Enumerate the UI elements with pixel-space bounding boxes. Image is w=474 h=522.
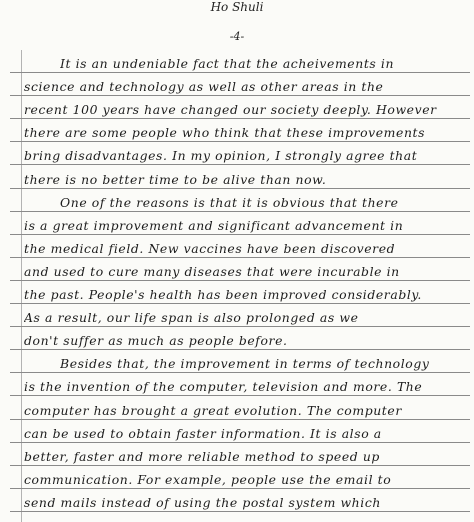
ruled-line <box>10 420 470 443</box>
ruled-line <box>10 350 470 373</box>
ruled-line <box>10 373 470 396</box>
ruled-line <box>10 489 470 512</box>
ruled-line <box>10 73 470 96</box>
handwritten-line-text: is a great improvement and significant advancement in <box>24 218 404 233</box>
ruled-line <box>10 396 470 419</box>
handwritten-line-text: computer has brought a great evolution. The computer <box>24 403 402 418</box>
ruled-line <box>10 96 470 119</box>
essay-body <box>10 50 470 512</box>
author-name: Ho Shuli <box>210 0 264 14</box>
ruled-line <box>10 443 470 466</box>
handwritten-line-text: recent 100 years have changed our society deeply. However <box>24 103 437 118</box>
ruled-line <box>10 119 470 142</box>
page-number: -4- <box>229 30 245 43</box>
ruled-line <box>10 281 470 304</box>
ruled-line <box>10 235 470 258</box>
handwritten-line-text: don't suffer as much as people before. <box>24 334 288 349</box>
handwritten-line-text: send mails instead of using the postal system which <box>24 495 381 510</box>
handwritten-line-text: One of the reasons is that it is obvious that there <box>60 195 399 210</box>
handwritten-line-text: Besides that, the improvement in terms of technology <box>60 357 430 372</box>
handwritten-line-text: As a result, our life span is also prolonged as we <box>24 311 359 326</box>
handwritten-line-text: can be used to obtain faster information. It is also a <box>24 426 382 441</box>
handwritten-line-text: better, faster and more reliable method to speed up <box>24 449 380 464</box>
ruled-line <box>10 142 470 165</box>
handwritten-line-text: there are some people who think that these improvements <box>24 126 426 141</box>
ruled-line <box>10 212 470 235</box>
ruled-line <box>10 50 470 73</box>
ruled-line <box>10 189 470 212</box>
handwritten-line-text: bring disadvantages. In my opinion, I strongly agree that <box>24 149 418 164</box>
ruled-line <box>10 165 470 188</box>
ruled-line <box>10 327 470 350</box>
handwritten-line-text: the medical field. New vaccines have been discovered <box>24 241 396 256</box>
handwritten-line-text: the past. People's health has been improved considerably. <box>24 288 422 303</box>
handwritten-line-text: there is no better time to be alive than now. <box>24 172 327 187</box>
handwritten-line-text: is the invention of the computer, television and more. The <box>24 380 423 395</box>
ruled-line <box>10 304 470 327</box>
handwritten-line-text: and used to cure many diseases that were incurable in <box>24 264 400 279</box>
handwritten-line-text: science and technology as well as other areas in the <box>24 80 384 95</box>
ruled-line <box>10 258 470 281</box>
handwritten-line-text: communication. For example, people use the email to <box>24 472 392 487</box>
handwritten-line-text: It is an undeniable fact that the acheivements in <box>60 57 395 72</box>
ruled-line <box>10 466 470 489</box>
